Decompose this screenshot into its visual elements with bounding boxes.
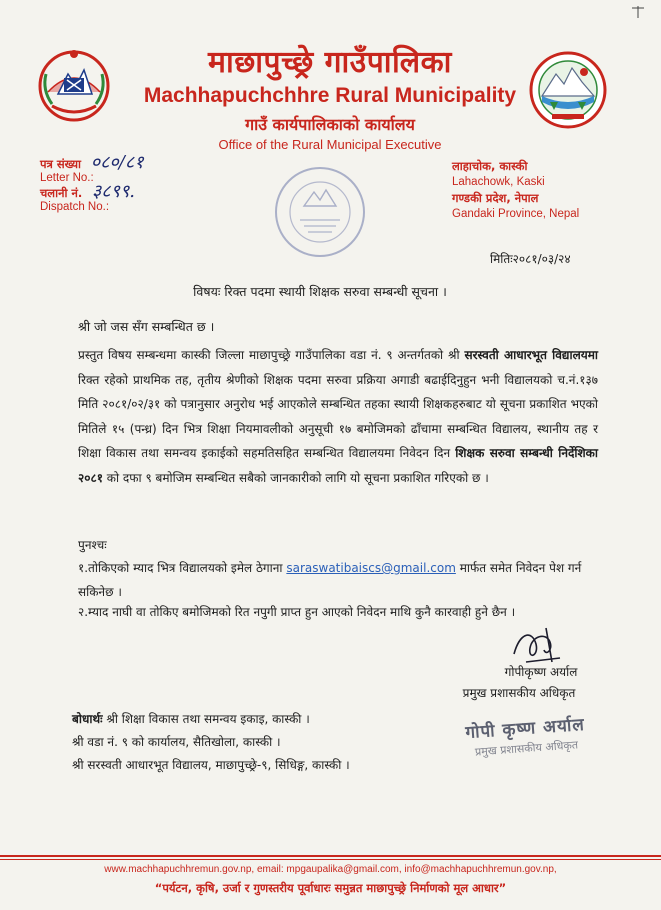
municipality-name-english: Machhapuchchhre Rural Municipality: [143, 84, 517, 107]
corner-crop-mark: [632, 6, 644, 18]
officer-name-stamp: [454, 711, 597, 771]
addendum-point-1: [78, 556, 598, 604]
letter-salutation: श्री जो जस सँग सम्बन्धित छ ।: [78, 319, 215, 334]
school-email-link[interactable]: saraswatibaiscs@gmail.com: [286, 561, 456, 575]
cc-line-1: श्री शिक्षा विकास तथा समन्वय इकाइ, कास्की ।: [102, 712, 310, 726]
letter-no-label-english: Letter No.:: [40, 172, 94, 184]
letter-body-paragraph: [78, 343, 598, 491]
handwritten-signature: [506, 622, 566, 668]
signer-title: प्रमुख प्रशासकीय अधिकृत: [462, 686, 576, 700]
letter-no-handwritten: ०८०/८१: [90, 152, 144, 173]
signer-name: गोपीकृष्ण अर्याल: [504, 665, 578, 679]
address-line-nepali-1: लाहाचोक, कास्की: [452, 159, 528, 173]
letter-no-label-nepali: पत्र संख्या: [40, 157, 82, 171]
office-name-english: Office of the Rural Municipal Executive: [218, 137, 442, 152]
body-text-part-2: रिक्त रहेको प्राथमिक तह, तृतीय श्रेणीको शिक्षक पदमा सरुवा प्रक्रिया अगाडी बढाईदिनुहुन भनी विद्यालयको च.नं.१३७ मिति २०८१/०२/३१ को पत्रानुसार अनुरोध भई आएकोले सम्बन्धित तहका स्थायी शिक्षकहरुबाट यो सूचना प्रकाशित भएको मितिले १५ (पन्ध्र) दिन भित्र शिक्षा नियमावलीको अनुसूची १७ बमोजिमको ढाँचामा सम्बन्धित विद्यालय, स्थानीय तह र शिक्षा विकास तथा समन्वय इकाईको सहमतिसहित सम्बन्धित विद्यालयमा निवेदन दिन: [78, 372, 598, 461]
letter-subject: विषयः रिक्त पदमा स्थायी शिक्षक सरुवा सम्बन्धी सूचना ।: [193, 284, 447, 299]
body-text-part-1: प्रस्तुत विषय सम्बन्धमा कास्की जिल्ला माछापुच्छ्रे गाउँपालिका वडा नं. ९ अन्तर्गतको श्री: [78, 348, 465, 362]
body-directive-name: शिक्षक सरुवा सम्बन्धी निर्देशिका २०८१: [78, 446, 598, 485]
stamp-name: गोपी कृष्ण अर्याल: [464, 714, 586, 744]
footer-slogan: “पर्यटन, कृषि, उर्जा र गुणस्तरीय पूर्वाधारः समुन्नत माछापुच्छ्रे निर्माणको मूल आधार”: [154, 881, 507, 895]
dispatch-no-label-nepali: चलानी नं.: [40, 186, 83, 200]
point1-text-post: मार्फत समेत निवेदन पेश गर्न सकिनेछ ।: [78, 561, 582, 599]
office-name-nepali: गाउँ कार्यपालिकाको कार्यालय: [245, 115, 415, 134]
cc-line-2: श्री वडा नं. ९ को कार्यालय, सैतिखोला, कास्की ।: [72, 735, 281, 749]
body-school-name: सरस्वती आधारभूत विद्यालयमा: [464, 348, 598, 362]
address-line-english-2: Gandaki Province, Nepal: [452, 208, 580, 220]
body-text-part-3: को दफा ९ बमोजिम सम्बन्धित सबैको जानकारीको लागि यो सूचना प्रकाशित गरिएको छ ।: [102, 470, 489, 485]
point1-text-pre: १.तोकिएको म्याद भित्र विद्यालयको इमेल ठेगाना: [78, 561, 287, 575]
dispatch-no-label-english: Dispatch No.:: [40, 201, 110, 213]
footer-contact-info: www.machhapuchhremun.gov.np, email: mpgaupalika@gmail.com, info@machhapuchhremun.gov.np,: [104, 864, 557, 875]
address-line-english-1: Lahachowk, Kaski: [452, 176, 545, 188]
stamp-title: प्रमुख प्रशासकीय अधिकृत: [474, 738, 579, 759]
dispatch-no-handwritten: ३८९९.: [91, 181, 136, 202]
letter-meta-block: [40, 152, 220, 214]
cc-label: बोधार्थः: [72, 712, 103, 726]
footer-rule-thin: [0, 859, 661, 860]
cc-line-3: श्री सरस्वती आधारभूत विद्यालय, माछापुच्छ्रे-९, सिधिङ्ग, कास्की ।: [72, 758, 350, 772]
municipality-name-nepali: माछापुच्छ्रे गाउँपालिका: [208, 45, 452, 80]
municipality-logo-icon: [528, 50, 608, 130]
footer-rule-thick: [0, 855, 661, 857]
addendum-point-2: २.म्याद नाघी वा तोकिए बमोजिमको रित नपुगी प्राप्त हुन आएको निवेदन माथि कुनै कारवाही हुने छैन ।: [78, 605, 516, 619]
letter-date: मितिः२०८१/०३/२४: [490, 252, 571, 266]
office-seal-stamp: [270, 162, 370, 262]
addendum-title: पुनश्चः: [78, 538, 107, 552]
nepal-emblem-icon: [34, 44, 114, 124]
cc-block: [72, 708, 350, 777]
address-line-nepali-2: गण्डकी प्रदेश, नेपाल: [452, 191, 539, 205]
address-block: [452, 158, 642, 222]
